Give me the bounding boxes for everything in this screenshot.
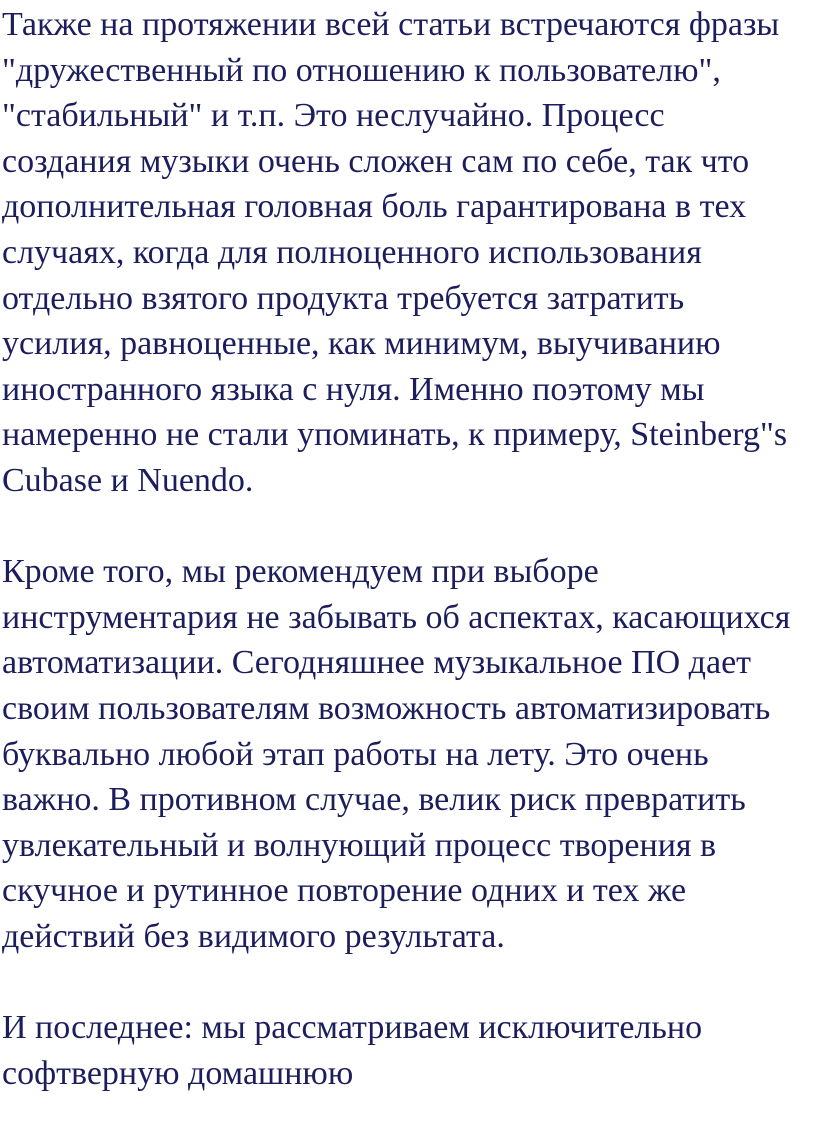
text-line: намеренно не стали упоминать, к примеру, Steinberg"s	[2, 416, 788, 454]
text-line: инструментария не забывать об аспектах, касающихся	[2, 598, 791, 636]
text-line: И последнее: мы рассматриваем исключительно	[2, 1009, 703, 1047]
text-line: буквально любой этап работы на лету. Это очень	[2, 735, 709, 773]
text-line: создания музыки очень сложен сам по себе, так что	[2, 142, 750, 180]
document-text	[2, 2, 814, 1096]
text-line: Cubase и Nuendo.	[2, 461, 254, 499]
text-line: Также на протяжении всей статьи встречаются фразы	[2, 6, 780, 43]
paragraph-2	[2, 549, 814, 959]
text-line: увлекательный и волнующий процесс творения в	[2, 826, 717, 864]
paragraph-gap	[2, 504, 814, 550]
text-line: отдельно взятого продукта требуется затратить	[2, 279, 685, 317]
paragraph-3	[2, 1005, 814, 1096]
text-line: "стабильный" и т.п. Это неслучайно. Процесс	[2, 97, 665, 135]
text-line: "дружественный по отношению к пользователю",	[2, 51, 721, 89]
text-line: случаях, когда для полноценного использования	[2, 233, 702, 271]
paragraph-gap	[2, 959, 814, 1005]
text-line: своим пользователям возможность автоматизировать	[2, 689, 771, 727]
text-line: скучное и рутинное повторение одних и тех же	[2, 872, 687, 910]
text-line: иностранного языка с нуля. Именно поэтому мы	[2, 370, 705, 408]
paragraph-1	[2, 2, 814, 504]
text-line: софтверную домашнюю	[2, 1054, 354, 1092]
text-line: дополнительная головная боль гарантирована в тех	[2, 188, 747, 226]
text-line: важно. В противном случае, велик риск превратить	[2, 781, 746, 819]
text-line: действий без видимого результата.	[2, 917, 505, 955]
text-line: Кроме того, мы рекомендуем при выборе	[2, 553, 599, 591]
text-line: усилия, равноценные, как минимум, выучиванию	[2, 325, 721, 363]
text-line: автоматизации. Сегодняшнее музыкальное ПО дает	[2, 644, 752, 682]
